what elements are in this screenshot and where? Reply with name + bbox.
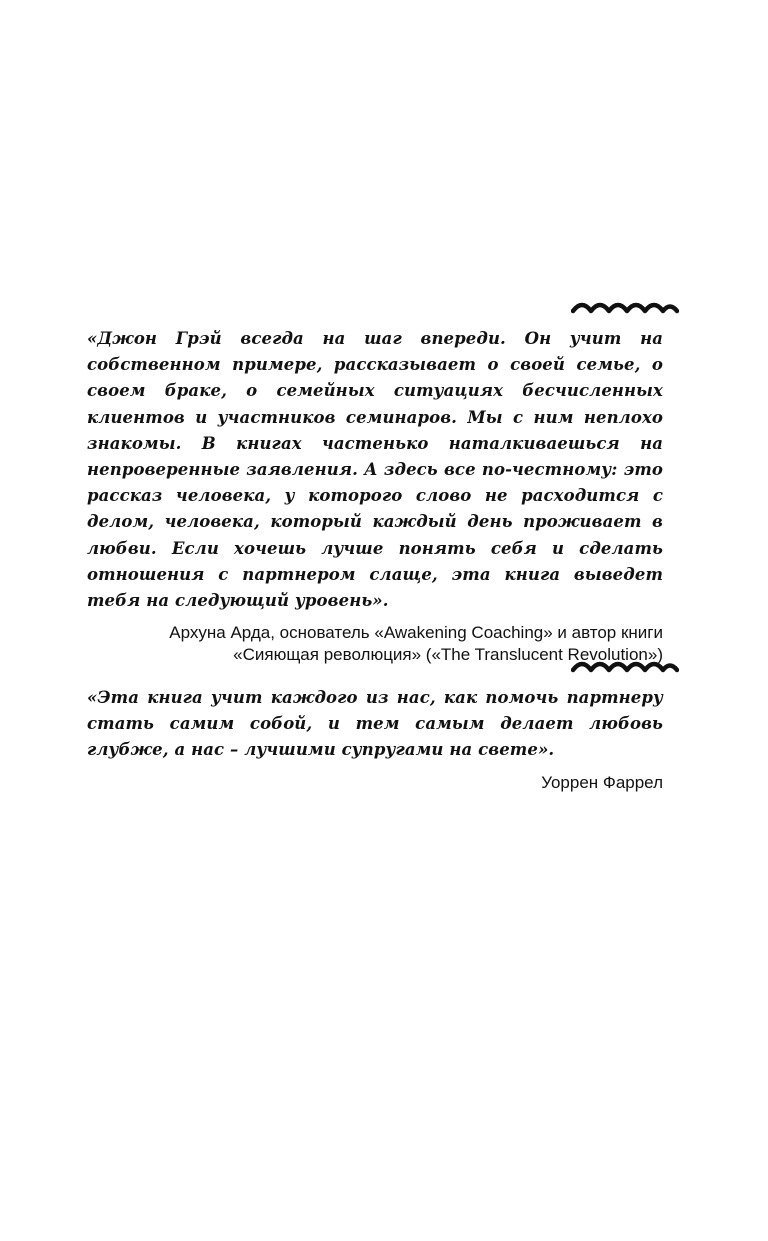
attribution-line: «Сияющая революция» («The Translucent Revolution») (233, 645, 663, 665)
quote-attribution (87, 772, 663, 794)
quote-text: «Джон Грэй всегда на шаг впереди. Он учит на собственном примере, рассказывает о своей семье, о своем браке, о семейных ситуациях бесчисленных клиентов и участников семинаров. Мы с ним неплохо знакомы. В книгах частенько наталкиваешься на непроверенные заявления. А здесь все по-честному: это рассказ человека, у которого слово не расходится с делом, человека, который каждый день проживает в любви. Если хочешь лучше понять себя и сделать отношения с партнером слаще, эта книга выведет тебя на следующий уровень». (87, 329, 663, 611)
attribution-line: Архуна Арда, основатель «Awakening Coaching» и автор книги (169, 623, 663, 643)
quote-text: «Эта книга учит каждого из нас, как помочь партнеру стать самим собой, и тем самым делает любовь глубже, а нас – лучшими супругами на свете». (87, 688, 663, 760)
wave-ornament-icon (571, 296, 679, 316)
quote-block-arda (87, 296, 663, 666)
quote-block-farrell (87, 655, 663, 794)
attribution-line: Уоррен Фаррел (541, 772, 663, 792)
wave-ornament-icon (571, 655, 679, 675)
